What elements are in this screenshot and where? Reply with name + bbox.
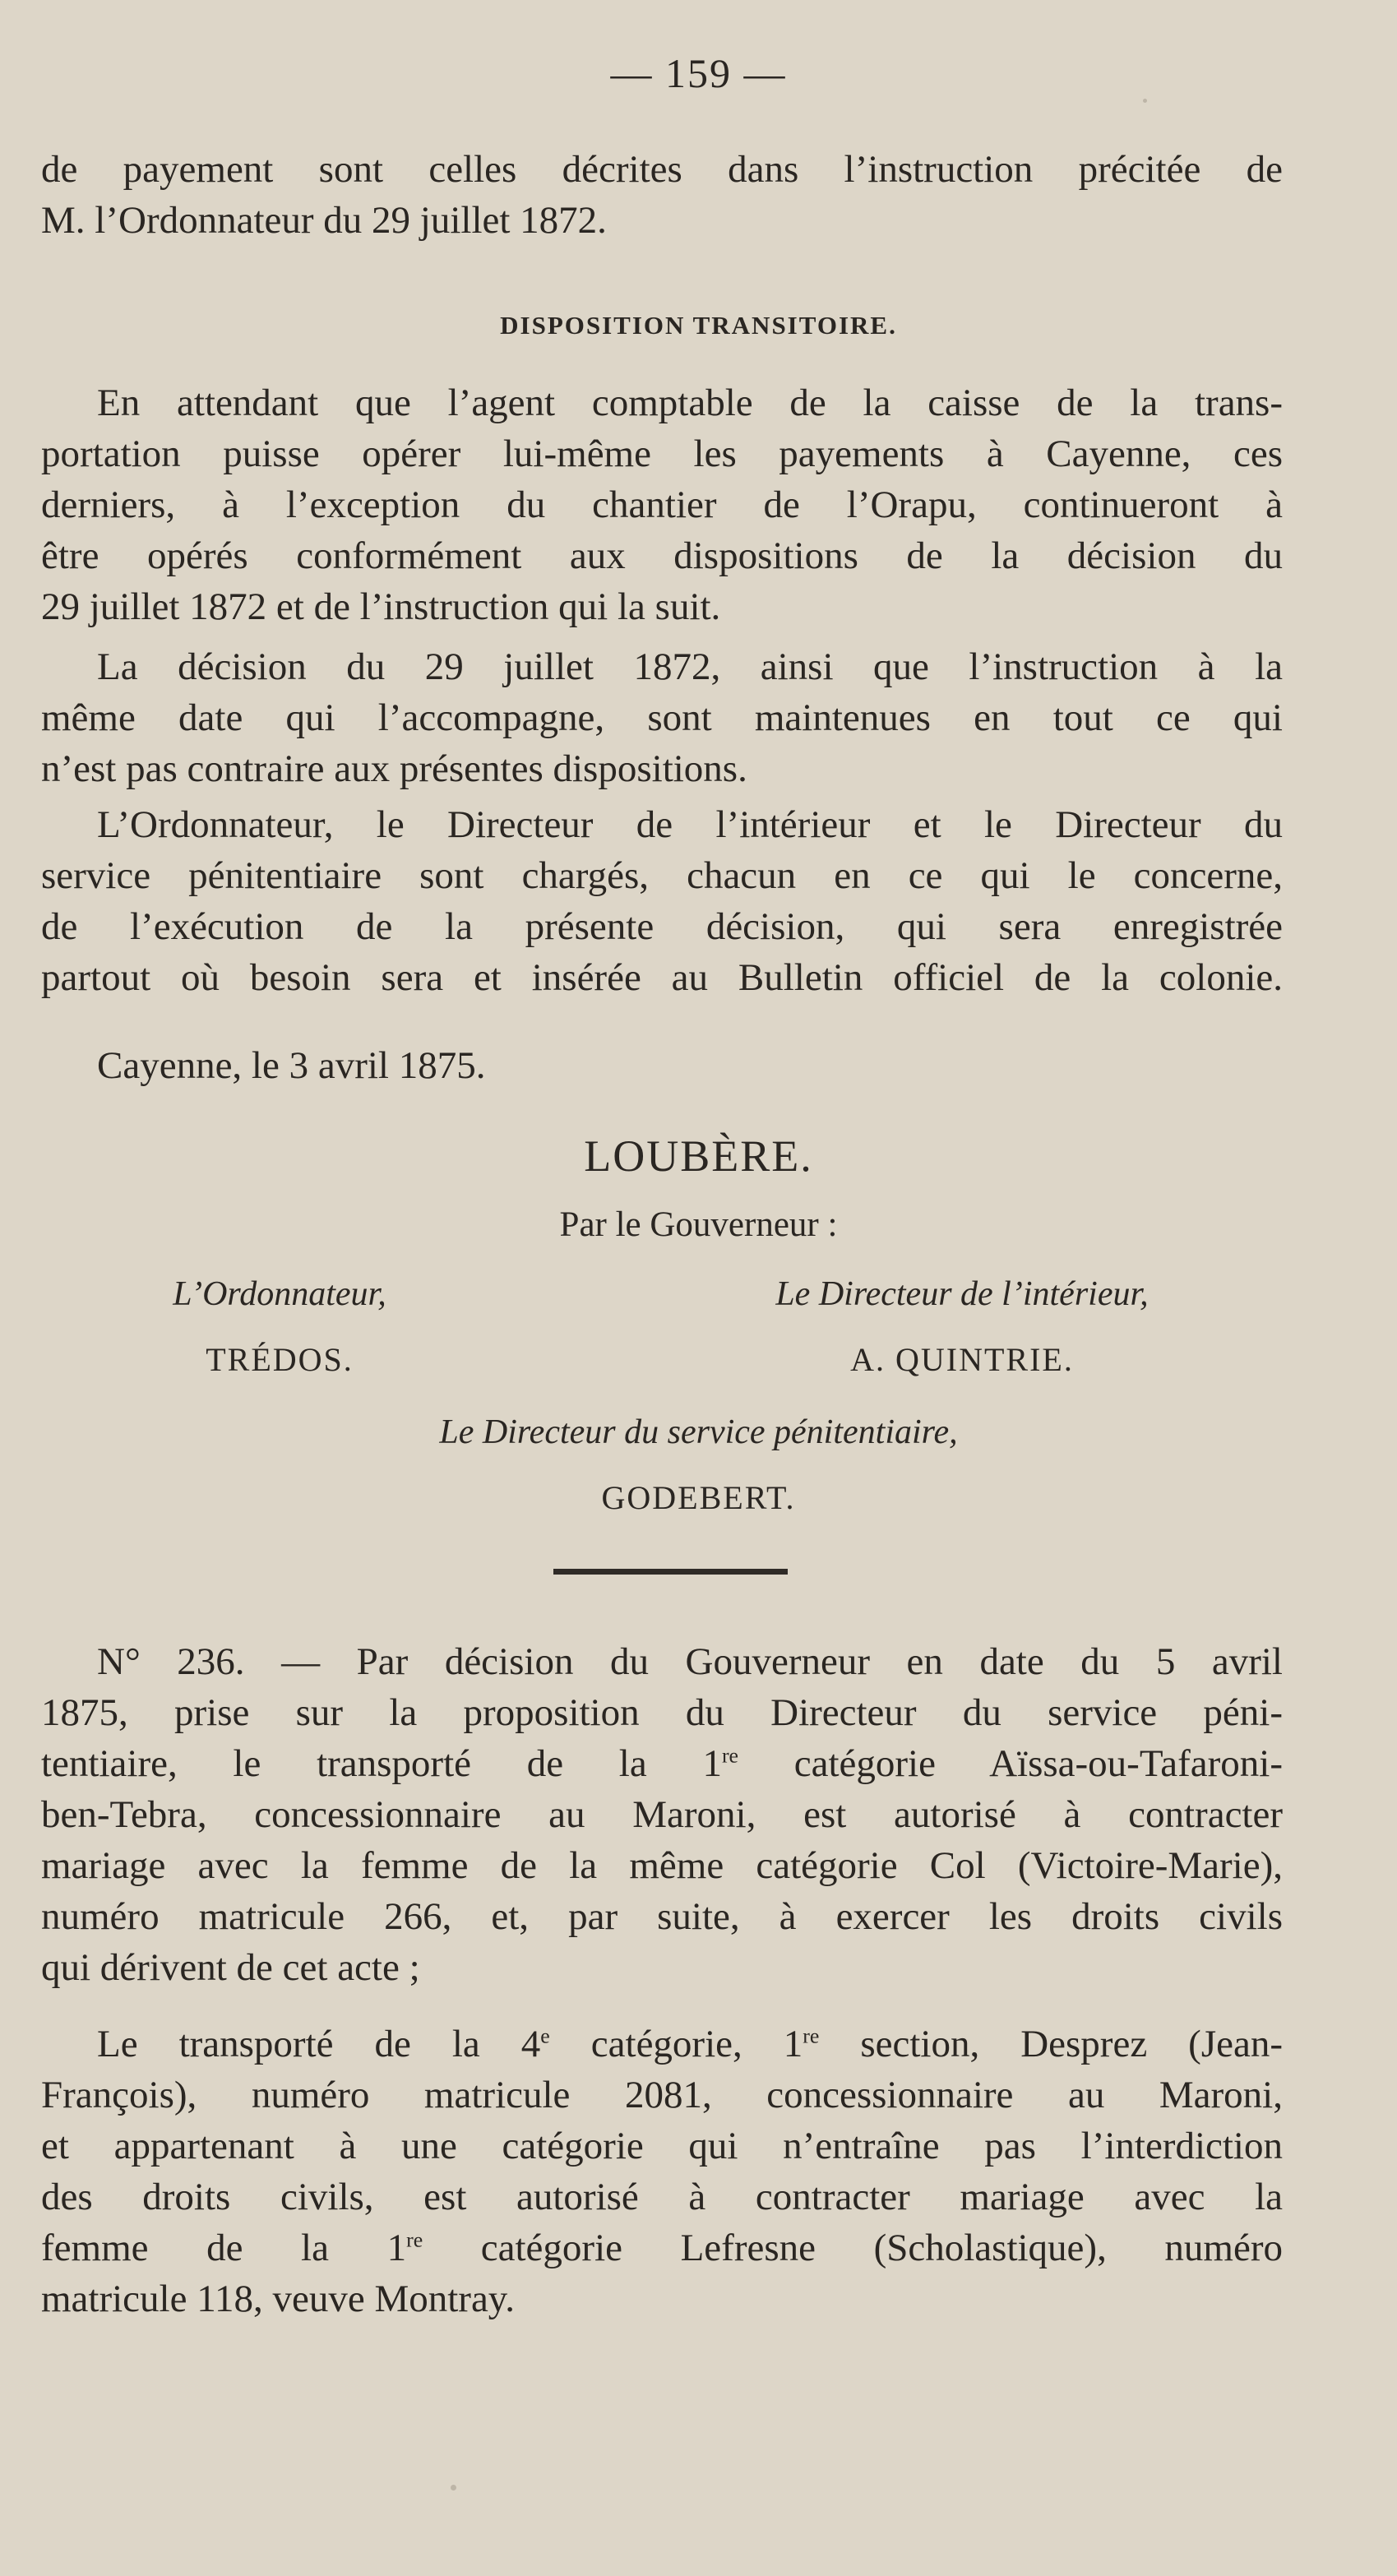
text-line: partout où besoin sera et insérée au Bulletin officiel de la colonie. <box>41 956 1283 999</box>
text-line: François), numéro matricule 2081, concessionnaire au Maroni, <box>41 2074 1283 2116</box>
text-line: n’est pas contraire aux présentes dispositions. <box>41 747 747 790</box>
text-line: numéro matricule 266, et, par suite, à exercer les droits civils <box>41 1895 1283 1938</box>
text-line: de payement sont celles décrites dans l’instruction précitée de <box>41 148 1283 191</box>
text-line: En attendant que l’agent comptable de la caisse de la trans- <box>97 382 1283 424</box>
penitentiaire-name: GODEBERT. <box>601 1479 796 1516</box>
text-line: femme de la 1re catégorie Lefresne (Scholastique), numéro <box>41 2227 1283 2269</box>
decision-236-paragraph <box>41 1636 1283 1993</box>
text-line: de l’exécution de la présente décision, qui sera enregistrée <box>41 905 1283 948</box>
text-line: mariage avec la femme de la même catégorie Col (Victoire-Marie), <box>41 1844 1283 1887</box>
text-line: être opérés conformément aux dispositions de la décision du <box>41 534 1283 577</box>
penitentiaire-title: Le Directeur du service pénitentiaire, <box>439 1413 958 1451</box>
page-number: — 159 — <box>610 50 787 96</box>
text-line: La décision du 29 juillet 1872, ainsi que l’instruction à la <box>97 645 1283 688</box>
paper-speck <box>1143 99 1147 103</box>
interieur-title: Le Directeur de l’intérieur, <box>775 1275 1149 1313</box>
paper-speck <box>451 2485 456 2490</box>
text-line: 1875, prise sur la proposition du Directeur du service péni- <box>41 1691 1283 1734</box>
text-line: qui dérivent de cet acte ; <box>41 1946 420 1989</box>
text-line: ben-Tebra, concessionnaire au Maroni, est autorisé à contracter <box>41 1793 1283 1836</box>
text-line: derniers, à l’exception du chantier de l’Orapu, continueront à <box>41 483 1283 526</box>
text-line: Cayenne, le 3 avril 1875. <box>97 1044 486 1087</box>
text-line: et appartenant à une catégorie qui n’entraîne pas l’interdiction <box>41 2125 1283 2167</box>
paragraph-transitional <box>41 377 1283 632</box>
text-line: Le transporté de la 4e catégorie, 1re section, Desprez (Jean- <box>97 2023 1283 2065</box>
paragraph-execution <box>41 799 1283 1003</box>
text-line: 29 juillet 1872 et de l’instruction qui la suit. <box>41 585 721 628</box>
text-line: matricule 118, veuve Montray. <box>41 2278 516 2320</box>
text-line: M. l’Ordonnateur du 29 juillet 1872. <box>41 199 607 242</box>
ordonnateur-name: TRÉDOS. <box>206 1341 354 1378</box>
par-le-gouverneur: Par le Gouverneur : <box>559 1205 838 1244</box>
text-line: tentiaire, le transporté de la 1re catégorie Aïssa-ou-Tafaroni- <box>41 1742 1283 1785</box>
governor-signature: LOUBÈRE. <box>584 1131 813 1181</box>
interieur-name: A. QUINTRIE. <box>850 1341 1074 1378</box>
text-line: service pénitentiaire sont chargés, chacun en ce qui le concerne, <box>41 854 1283 897</box>
decision-236-desprez-paragraph <box>41 2019 1283 2324</box>
paragraph-maintained <box>41 641 1283 794</box>
section-divider <box>553 1569 788 1575</box>
text-line: L’Ordonnateur, le Directeur de l’intérieur et le Directeur du <box>97 803 1283 846</box>
text-line: portation puisse opérer lui-même les payements à Cayenne, ces <box>41 432 1283 475</box>
section-heading: DISPOSITION TRANSITOIRE. <box>500 311 897 340</box>
ordonnateur-title: L’Ordonnateur, <box>173 1275 386 1313</box>
text-line: même date qui l’accompagne, sont maintenues en tout ce qui <box>41 696 1283 739</box>
place-date <box>41 1040 1283 1091</box>
text-line: des droits civils, est autorisé à contracter mariage avec la <box>41 2176 1283 2218</box>
text-line: N° 236. — Par décision du Gouverneur en date du 5 avril <box>97 1640 1283 1683</box>
intro-paragraph <box>41 144 1283 246</box>
